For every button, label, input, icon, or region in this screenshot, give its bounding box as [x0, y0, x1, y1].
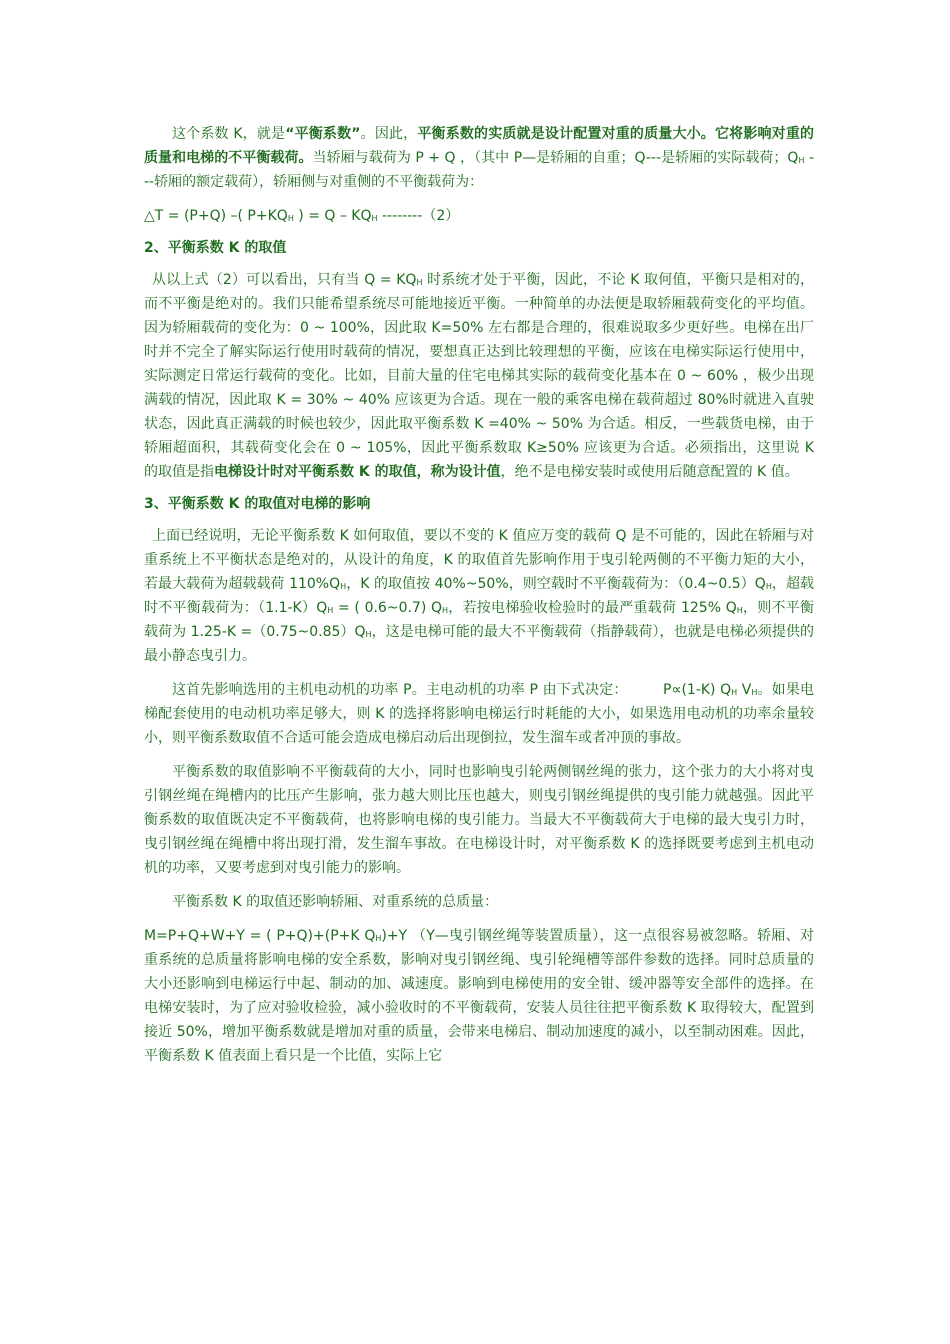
bold-term: “平衡系数” — [285, 126, 361, 142]
text-run: ，则不平衡载荷为 1.25-K =（0.75~0.85）Q — [144, 600, 814, 640]
paragraph-motor-power — [144, 678, 814, 750]
text-run: ---轿厢的额定载荷），轿厢侧与对重侧的不平衡载荷为： — [144, 150, 814, 190]
subscript: H — [751, 688, 758, 697]
subscript: H — [736, 606, 743, 615]
subscript: H — [765, 582, 772, 591]
paragraph-total-mass-intro: 平衡系数 K 的取值还影响轿厢、对重系统的总质量： — [172, 894, 499, 910]
text-run: 。如果电梯配套使用的电动机功率足够大，则 K 的选择将影响电梯运行时耗能的大小，如果选用电动机的功率余量较小，则平衡系数取值不合适可能会造成电梯启动后出现倒拉，发生溜车或者冲顶的事故。 — [144, 682, 814, 746]
text-run: 这首先影响选用的主机电动机的功率 P。主电动机的功率 P 由下式决定： P∝(1-K) Q — [172, 682, 732, 698]
text-run: 。因此， — [360, 126, 418, 142]
subscript: H — [798, 156, 805, 165]
paragraph-k-value-selection — [144, 268, 814, 484]
text-run: V — [737, 682, 752, 698]
paragraph-k-influence — [144, 524, 814, 668]
document-page — [144, 122, 814, 1068]
subscript: H — [371, 214, 378, 223]
paragraph-balance-coefficient-definition — [144, 122, 814, 194]
paragraph-total-mass-formula — [144, 924, 814, 1068]
subscript: H — [416, 278, 423, 287]
formula-text: --------（2） — [377, 208, 460, 224]
subscript: H — [375, 934, 382, 943]
paragraph-traction-capacity: 平衡系数的取值影响不平衡载荷的大小，同时也影响曳引轮两侧钢丝绳的张力，这个张力的大小将对曳引钢丝绳在绳槽内的比压产生影响，张力越大则比压也越大，则曳引钢丝绳提供的曳引能力就越强。因此平衡系数的取值既决定不平衡载荷，也将影响电梯的曳引能力。当最大不平衡载荷大于电梯的最大曳引力时，曳引钢丝绳在绳槽中将出现打滑，发生溜车事故。在电梯设计时，对平衡系数 K 的选择既要考虑到主机电动机的功率，又要考虑到对曳引能力的影响。 — [144, 764, 814, 876]
subscript: H — [340, 582, 347, 591]
text-run: ，绝不是电梯安装时或使用后随意配置的 K 值。 — [500, 464, 799, 480]
formula-text: M=P+Q+W+Y = ( P+Q)+(P+K Q — [144, 928, 376, 944]
text-run: )+Y （Y—曳引钢丝绳等装置质量），这一点很容易被忽略。轿厢、对重系统的总质量将影响电梯的安全系数，影响对曳引钢丝绳、曳引轮绳槽等部件参数的选择。同时总质量的大小还影响到电梯运行中起、制动的加、减速度。影响到电梯使用的安全钳、缓冲器等安全部件的选择。在电梯安装时，为了应对验收检验，减小验收时的不平衡载荷，安装人员往往把平衡系数 K 取得较大，配置到接近 50%，增加平衡系数就是增加对重的质量，会带来电梯启、制动加速度的减小，以至制动困难。因此，平衡系数 K 值表面上看只是一个比值，实际上它 — [144, 928, 814, 1064]
subscript: H — [327, 606, 334, 615]
formula-unbalanced-load — [144, 204, 814, 228]
text-run: ，若按电梯验收检验时的最严重载荷 125% Q — [448, 600, 737, 616]
text-run: ，这是电梯可能的最大不平衡载荷（指静载荷），也就是电梯必须提供的最小静态曳引力。 — [144, 624, 814, 664]
text-run: ，K 的取值按 40%~50%，则空载时不平衡载荷为：（0.4~0.5）Q — [346, 576, 766, 592]
formula-text: △T = (P+Q) –( P+KQ — [144, 208, 288, 224]
section-heading-2: 2、平衡系数 K 的取值 — [144, 240, 287, 256]
formula-text: ) = Q – KQ — [293, 208, 372, 224]
subscript: H — [731, 688, 738, 697]
text-run: 时系统才处于平衡，因此，不论 K 取何值，平衡只是相对的，而不平衡是绝对的。我们只能希望系统尽可能地接近平衡。一种简单的办法便是取轿厢载荷变化的平均值。因为轿厢载荷的变化为：0 ~ 100%，因此取 K=50% 左右都是合理的，很难说取多少更好些。电梯在出厂时并不完全了解实际运行使用时载荷的情况，要想真正达到比较理想的平衡，应该在电梯实际运行使用中，实际测定日常运行载荷的变化。比如，目前大量的住宅电梯其实际的载荷变化基本在 0 ~ 60% ，极少出现满载的情况，因此取 K = 30% ~ 40% 应该更为合适。现在一般的乘客电梯在载荷超过 80%时就进入直驶状态，因此真正满载的时候也较少，因此取平衡系数 K =40% ~ 50% 为合适。相反，一些载货电梯，由于轿厢超面积，其载荷变化会在 0 ~ 105%，因此平衡系数取 K≥50% 应该更为合适。必须指出，这里说 K 的取值是指 — [144, 272, 814, 480]
text-run: 上面已经说明，无论平衡系数 K 如何取值，要以不变的 K 值应万变的载荷 Q 是不可能的，因此在轿厢与对重系统上不平衡状态是绝对的，从设计的角度，K 的取值首先影响作用于曳引轮两侧的不平衡力矩的大小，若最大载荷为超载载荷 110%Q — [144, 528, 814, 592]
subscript: H — [365, 630, 372, 639]
text-run: 当轿厢与载荷为 P + Q ，（其中 P—是轿厢的自重；Q---是轿厢的实际载荷；Q — [312, 150, 799, 166]
bold-statement: 电梯设计时对平衡系数 K 的取值，称为设计值 — [214, 464, 501, 480]
section-heading-3: 3、平衡系数 K 的取值对电梯的影响 — [144, 496, 371, 512]
text-run: 这个系数 K，就是 — [172, 126, 286, 142]
text-run: ，超载时不平衡载荷为：（1.1-K）Q — [144, 576, 815, 616]
bold-statement: 平衡系数的实质就是设计配置对重的质量大小。它将影响对重的质量和电梯的不平衡载荷。 — [144, 126, 815, 166]
text-run: 从以上式（2）可以看出，只有当 Q = KQ — [152, 272, 417, 288]
subscript: H — [442, 606, 449, 615]
text-run: = ( 0.6~0.7) Q — [333, 600, 443, 616]
subscript: H — [287, 214, 294, 223]
